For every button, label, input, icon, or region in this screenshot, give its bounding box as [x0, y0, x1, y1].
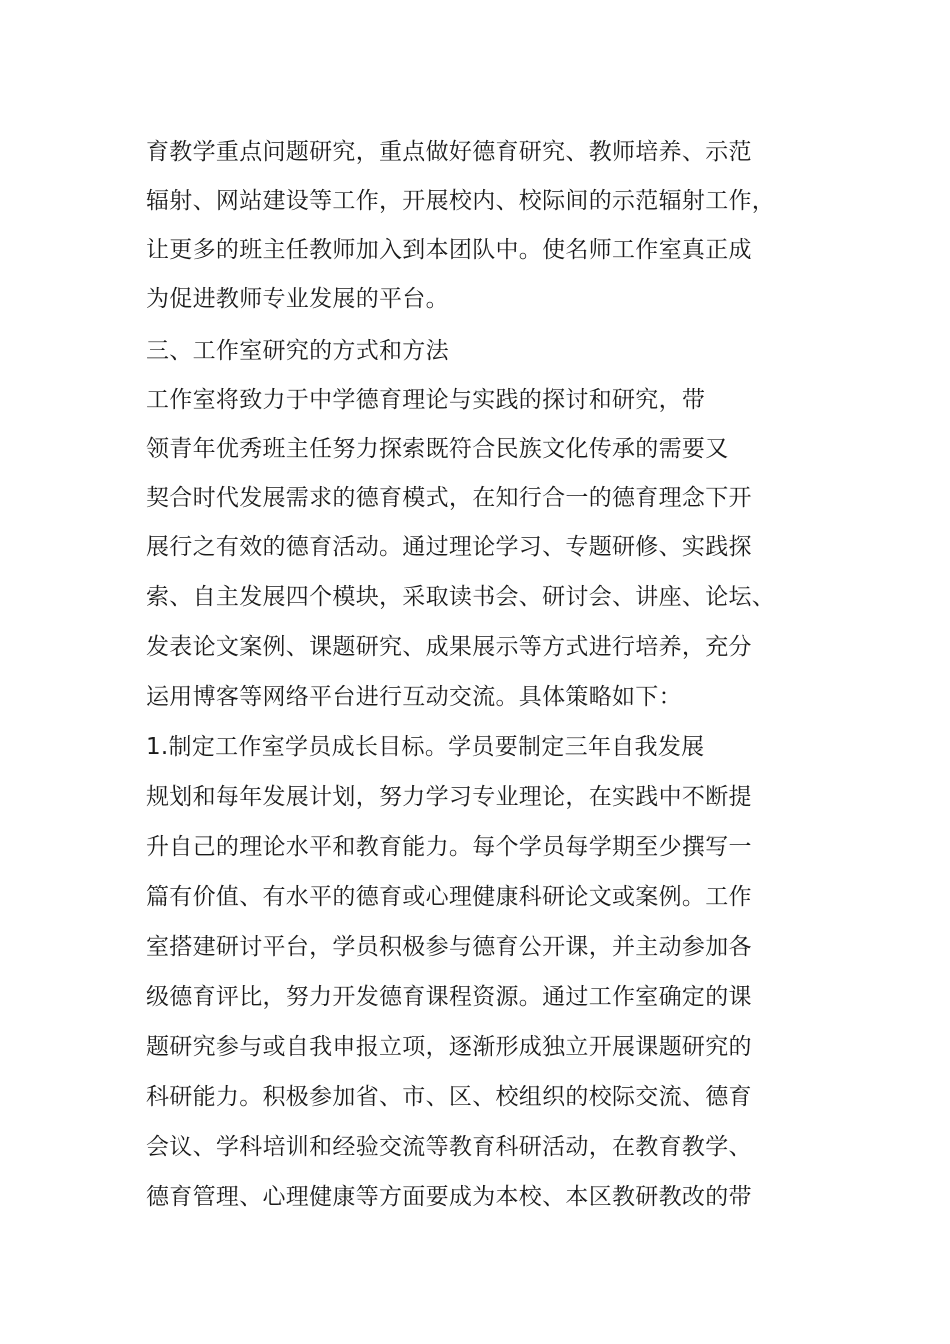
paragraph-line: 科研能力。积极参加省、市、区、校组织的校际交流、德育: [146, 1084, 752, 1110]
paragraph-line: 展行之有效的德育活动。通过理论学习、专题研修、实践探: [146, 534, 752, 560]
paragraph-line: 为促进教师专业发展的平台。: [146, 286, 449, 312]
paragraph-line: 级德育评比，努力开发德育课程资源。通过工作室确定的课: [146, 984, 752, 1010]
paragraph-line: 德育管理、心理健康等方面要成为本校、本区教研教改的带: [146, 1184, 752, 1210]
list-item-heading: 1.制定工作室学员成长目标。学员要制定三年自我发展: [146, 734, 705, 760]
paragraph-line: 契合时代发展需求的德育模式，在知行合一的德育理念下开: [146, 485, 752, 511]
paragraph-line: 运用博客等网络平台进行互动交流。具体策略如下：: [146, 684, 682, 710]
paragraph-line: 工作室将致力于中学德育理论与实践的探讨和研究，带: [146, 387, 706, 413]
paragraph-line: 领青年优秀班主任努力探索既符合民族文化传承的需要又: [146, 436, 729, 462]
paragraph-line: 让更多的班主任教师加入到本团队中。使名师工作室真正成: [146, 237, 752, 263]
paragraph-line: 会议、学科培训和经验交流等教育科研活动，在教育教学、: [146, 1134, 752, 1160]
paragraph-line: 育教学重点问题研究，重点做好德育研究、教师培养、示范: [146, 139, 752, 165]
paragraph-line: 索、自主发展四个模块，采取读书会、研讨会、讲座、论坛、: [146, 584, 776, 610]
paragraph-line: 发表论文案例、课题研究、成果展示等方式进行培养，充分: [146, 634, 752, 660]
paragraph-line: 篇有价值、有水平的德育或心理健康科研论文或案例。工作: [146, 884, 752, 910]
paragraph-line: 升自己的理论水平和教育能力。每个学员每学期至少撰写一: [146, 834, 752, 860]
paragraph-line: 规划和每年发展计划，努力学习专业理论，在实践中不断提: [146, 784, 752, 810]
paragraph-line: 室搭建研讨平台，学员积极参与德育公开课，并主动参加各: [146, 934, 752, 960]
paragraph-line: 辐射、网站建设等工作，开展校内、校际间的示范辐射工作，: [146, 188, 776, 214]
section-heading: 三、工作室研究的方式和方法: [146, 338, 449, 364]
paragraph-line: 题研究参与或自我申报立项，逐渐形成独立开展课题研究的: [146, 1034, 752, 1060]
